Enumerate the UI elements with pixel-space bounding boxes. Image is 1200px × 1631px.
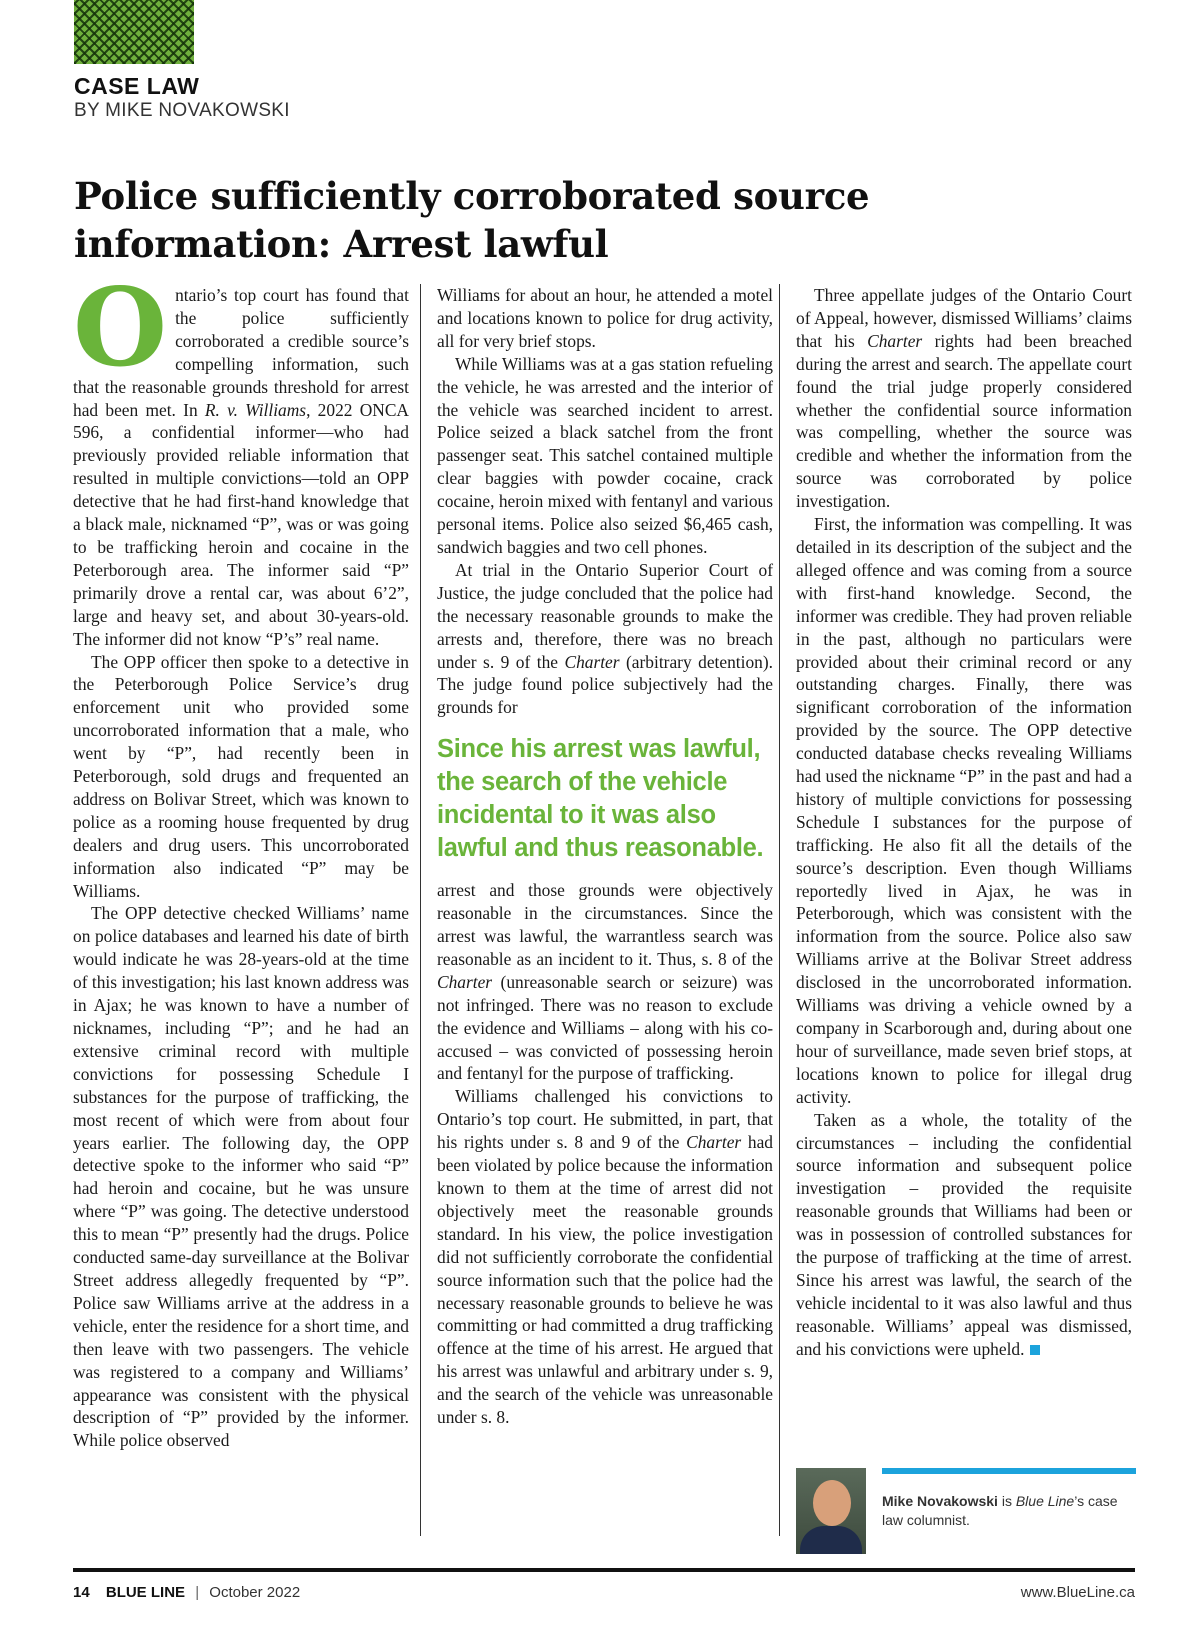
magazine-name: BLUE LINE — [105, 1584, 186, 1601]
issue-date: October 2022 — [209, 1584, 301, 1601]
header-pattern-graphic — [74, 0, 194, 64]
author-bio-text: Mike Novakowski is Blue Line’s case law columnist. — [882, 1493, 1118, 1528]
pull-quote: Since his arrest was lawful, the search of the vehicle incidental to it was also lawful and thus reasonable. — [437, 735, 764, 863]
page-number: 14 — [73, 1584, 90, 1601]
drop-cap: O — [73, 265, 168, 391]
article-paragraph: Williams challenged his convictions to Ontario’s top court. He submitted, in part, that his rights under s. 8 and 9 of the Charter had been violated by police because the information known to them at the time of arrest did not objectively meet the reasonable grounds standard. In his view, the police investigation did not sufficiently corroborate the confidential source information such that the police had the necessary reasonable grounds to believe he was committing or had committed a drug trafficking offence at the time of his arrest. He argued that his arrest was unlawful and arbitrary under s. 9, and the search of the vehicle was unreasonable under s. 8. — [437, 1086, 773, 1428]
author-photo — [796, 1468, 866, 1554]
article-paragraph: First, the information was compelling. It was detailed in its description of the subject and the alleged offence and was coming from a source with first-hand knowledge. Second, the informer was credible. They had proven reliable in the past, although no particulars were provided about their criminal record or any outstanding charges. Finally, there was significant corroboration of the information provided by the source. The OPP detective conducted database checks revealing Williams had used the nickname “P” in the past and had a history of multiple convictions for possessing Schedule I substances for the purpose of trafficking. He also fit all the details of the source’s description. Even though Williams reportedly lived in Ajax, he was in Peterborough, which was consistent with the information from the source. Police also saw Williams arrive at the Bolivar Street address disclosed in the uncorroborated information. Williams was driving a vehicle owned by a company in Scarborough and, during about one hour of surveillance, made seven brief stops, at locations known to police for illegal drug activity. — [796, 514, 1132, 1107]
article-paragraph: Williams for about an hour, he attended a motel and locations known to police for drug activity, all for very brief stops. — [437, 285, 773, 351]
article-paragraph: At trial in the Ontario Superior Court of Justice, the judge concluded that the police had the necessary reasonable grounds to make the arrests and, therefore, there was no breach under s. 9 of the Charter (arbitrary detention). The judge found police subjectively had the grounds for — [437, 559, 773, 718]
author-bio-bar — [882, 1468, 1136, 1474]
section-label: CASE LAW — [74, 73, 200, 99]
article-paragraph: Ontario’s top court has found that the police sufficiently corroborated a credible source’s compelling information, such that the reasonable grounds threshold for arrest had been met. In R. v. Williams, 2022 ONCA 596, a confidential informer—who had previously provided reliable information that resulted in multiple convictions—told an OPP detective that he had first-hand knowledge that a black male, nicknamed “P”, was or was going to be trafficking heroin and cocaine in the Peterborough area. The informer said “P” primarily drove a rental car, was about 6’2”, large and heavy set, and about 30-years-old. The informer did not know “P’s” real name. — [73, 265, 409, 649]
case-name: R. v. Williams — [204, 399, 307, 420]
end-mark-icon — [1030, 1345, 1040, 1355]
article-headline: Police sufficiently corroborated source information: Arrest lawful — [74, 174, 870, 266]
author-bio — [796, 1468, 1136, 1558]
article-paragraph: The OPP detective checked Williams’ name on police databases and learned his date of birth would indicate he was 28-years-old at the time of this investigation; his last known address was in Ajax; he was known to have a number of nicknames, including “P”; and he had an extensive criminal record with multiple convictions for possessing Schedule I substances for the purpose of trafficking, the most recent of which were from about four years earlier. The following day, the OPP detective spoke to the informer who said “P” had heroin and cocaine, but he was unsure where “P” was going. The detective understood this to mean “P” presently had the drugs. Police conducted same-day surveillance at the Bolivar Street address allegedly frequented by “P”. Police saw Williams arrive at the address in a vehicle, enter the residence for a short time, and then leave with two passengers. The vehicle was registered to a company and Williams’ appearance was consistent with the physical description of “P” provided by the informer. While police observed — [73, 903, 409, 1451]
byline: BY MIKE NOVAKOWSKI — [74, 100, 290, 121]
column-divider — [779, 284, 780, 1536]
article-paragraph: Three appellate judges of the Ontario Court of Appeal, however, dismissed Williams’ claims that his Charter rights had been breached during the arrest and search. The appellate court found the trial judge properly considered whether the confidential source information was compelling, whether the source was credible and whether the information from the source was corroborated by police investigation. — [796, 285, 1132, 512]
footer-rule — [73, 1568, 1135, 1572]
article-paragraph: Taken as a whole, the totality of the circumstances – including the confidential source information and subsequent police investigation – provided the requisite reasonable grounds that Williams had been or was in possession of controlled substances for the purpose of trafficking at the time of arrest. Since his arrest was lawful, the search of the vehicle incidental to it was also lawful and thus reasonable. Williams’ appeal was dismissed, and his convictions were upheld. — [796, 1109, 1132, 1359]
article-paragraph: While Williams was at a gas station refueling the vehicle, he was arrested and the interior of the vehicle was searched incident to arrest. Police seized a black satchel from the front passenger seat. This satchel contained multiple clear baggies with powder cocaine, crack cocaine, heroin mixed with fentanyl and various personal items. Police also seized $6,465 cash, sandwich baggies and two cell phones. — [437, 353, 773, 557]
footer-separator: | — [195, 1584, 200, 1601]
column-divider — [420, 284, 421, 1536]
article-column-2 — [437, 284, 773, 1429]
website-url: www.BlueLine.ca — [1020, 1584, 1135, 1601]
article-paragraph: The OPP officer then spoke to a detective in the Peterborough Police Service’s drug enforcement unit who provided some uncorroborated information that a male, who went by “P”, had recently been in Peterborough, sold drugs and frequented an address on Bolivar Street, which was known to police as a rooming house frequented by drug dealers and drug users. This uncorroborated information also indicated “P” may be Williams. — [73, 651, 409, 901]
article-column-1 — [73, 265, 409, 1452]
article-paragraph: arrest and those grounds were objectively reasonable in the circumstances. Since the arrest was lawful, the warrantless search was reasonable as an incident to it. Thus, s. 8 of the Charter (unreasonable search or seizure) was not infringed. There was no reason to exclude the evidence and Williams – along with his co-accused – was convicted of possessing heroin and fentanyl for the purpose of trafficking. — [437, 880, 773, 1084]
article-column-3 — [796, 284, 1132, 1361]
